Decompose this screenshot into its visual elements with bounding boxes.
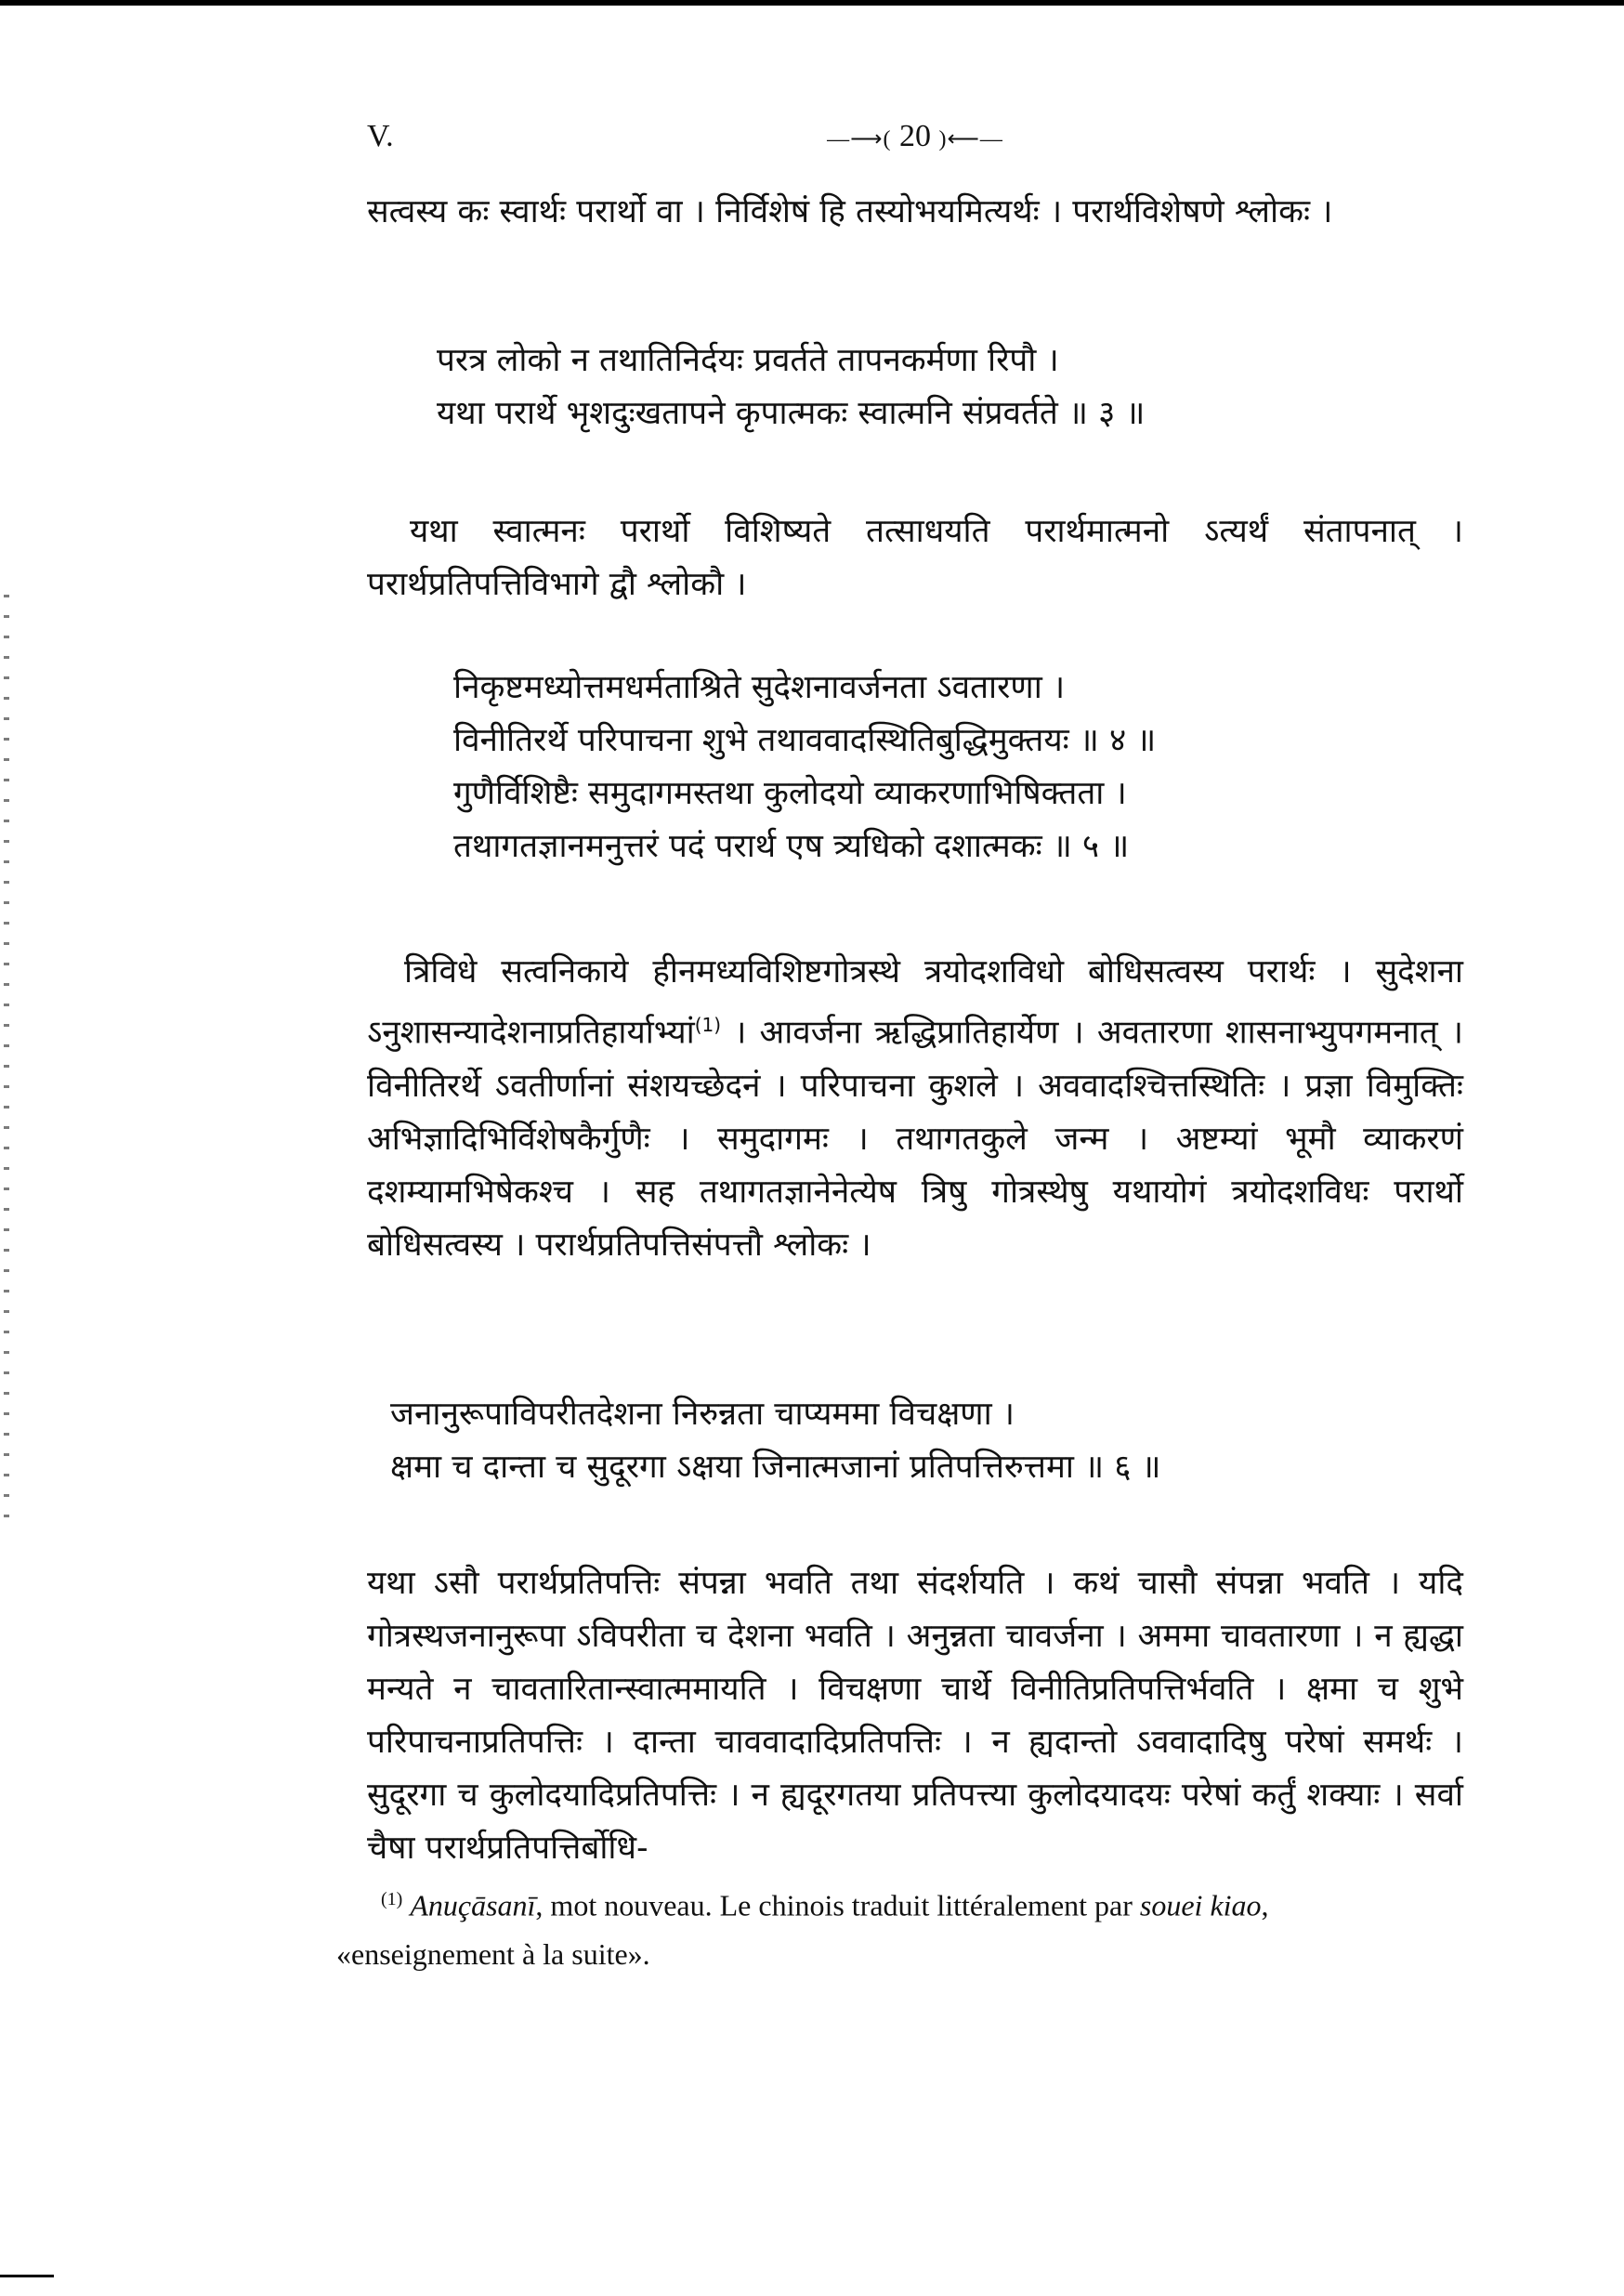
verse-line: परत्र लोको न तथातिनिर्दयः प्रवर्तते तापनकर्मणा रिपौ । [437, 342, 1059, 379]
verse-line: विनीतिरर्थे परिपाचना शुभे तथाववादस्थितिबुद्धिमुक्तयः ॥ ४ ॥ [453, 722, 1157, 759]
paragraph-3 [367, 946, 1463, 1272]
footnote-text-a: , mot nouveau. Le chinois traduit littéralement par [535, 1888, 1140, 1922]
margin-marks [4, 595, 9, 1524]
paragraph-1: सत्वस्य कः स्वार्थः परार्थो वा । निर्विशेषं हि तस्योभयमित्यर्थः । परार्थविशेषणे श्लोकः । [367, 193, 1333, 230]
page-header [367, 119, 1463, 165]
paragraph-3-start: त्रिविधे सत्वनिकाये हीनमध्यविशिष्टगोत्रस्थे त्रयोदशविधो बोधिसत्वस्य परार्थः । सुदेशना ऽनुशासन्यादेशनाप्रतिहार्याभ्यां [367, 953, 1463, 1052]
verse-line: गुणैर्विशिष्टैः समुदागमस्तथा कुलोदयो व्याकरणाभिषिक्तता । [453, 775, 1127, 812]
bottom-rule [0, 2275, 54, 2277]
footnote-text-b: , «enseignement à la suite». [336, 1888, 1269, 1971]
verse-line: जनानुरूपाविपरीतदेशना निरुन्नता चाप्यममा विचक्षणा । [390, 1396, 1015, 1433]
verse-line: यथा परार्थे भृशदुःखतापने कृपात्मकः स्वात्मनि संप्रवर्तते ॥ ३ ॥ [437, 395, 1146, 432]
verse-line: तथागतज्ञानमनुत्तरं पदं परार्थ एष त्र्यधिको दशात्मकः ॥ ५ ॥ [453, 828, 1130, 865]
verse-6 [390, 1388, 1161, 1494]
paragraph-4: यथा ऽसौ परार्थप्रतिपत्तिः संपन्ना भवति तथा संदर्शयति । कथं चासौ संपन्ना भवति । यदि गोत्रस्थजनानुरूपा ऽविपरीता च देशना भवति । अनुन्नता चावर्जना । अममा चावतारणा । न ह्यद्धा मन्यते न चावतारितान्स्वात्ममायति । विचक्षणा चार्थे विनीतिप्रतिपत्तिर्भवति । क्षमा च शुभे परिपाचनाप्रतिपत्तिः । दान्ता चाववादादिप्रतिपत्तिः । न ह्यदान्तो ऽववादादिषु परेषां समर्थः । सुदूरगा च कुलोदयादिप्रतिपत्तिः । न ह्यदूरगतया प्रतिपत्त्या कुलोदयादयः परेषां कर्तुं शक्याः । सर्वा चैषा परार्थप्रतिपत्तिर्बोधि- [367, 1565, 1463, 1867]
page-number-value: 20 [899, 119, 931, 153]
footnote-chinese: souei kiao [1139, 1888, 1262, 1922]
page-number [367, 119, 1463, 154]
paragraph-3-rest: । आवर्जना ऋद्धिप्रातिहार्येण । अवतारणा शासनाभ्युपगमनात् । विनीतिरर्थे ऽवतीर्णानां संशयच्छेदनं । परिपाचना कुशले । अववादश्चित्तस्थितिः । प्रज्ञा विमुक्तिः अभिज्ञादिभिर्विशेषकैर्गुणैः । समुदागमः । तथागतकुले जन्म । अष्टम्यां भूमौ व्याकरणं दशम्यामभिषेकश्च । सह तथागतज्ञानेनेत्येष त्रिषु गोत्रस्थेषु यथायोगं त्रयोदशविधः परार्थो बोधिसत्वस्य । परार्थप्रतिपत्तिसंपत्तौ श्लोकः । [367, 1014, 1463, 1264]
paragraph-2: यथा स्वात्मनः परार्थो विशिष्यते तत्साधयति परार्थमात्मनो ऽत्यर्थं संतापनात् । परार्थप्रतिपत्तिविभागे द्वौ श्लोकौ । [367, 513, 1463, 603]
footnote-reference: (1) [694, 1014, 722, 1036]
footnote-marker: (1) [381, 1889, 403, 1909]
footnote [336, 1875, 1451, 1978]
ornament-right: )⟵— [938, 127, 1003, 151]
verse-3 [437, 335, 1145, 440]
verse-line: निकृष्टमध्योत्तमधर्मताश्रिते सुदेशनावर्जनता ऽवतारणा । [453, 669, 1066, 706]
signature-mark: V. [367, 119, 394, 153]
ornament-left: —⟶( [827, 127, 892, 151]
verse-line: क्षमा च दान्ता च सुदूरगा ऽक्षया जिनात्मजानां प्रतिपत्तिरुत्तमा ॥ ६ ॥ [390, 1449, 1161, 1486]
top-rule [0, 0, 1624, 6]
footnote-term: Anuçāsanī [410, 1888, 536, 1922]
verses-4-5 [453, 662, 1156, 873]
